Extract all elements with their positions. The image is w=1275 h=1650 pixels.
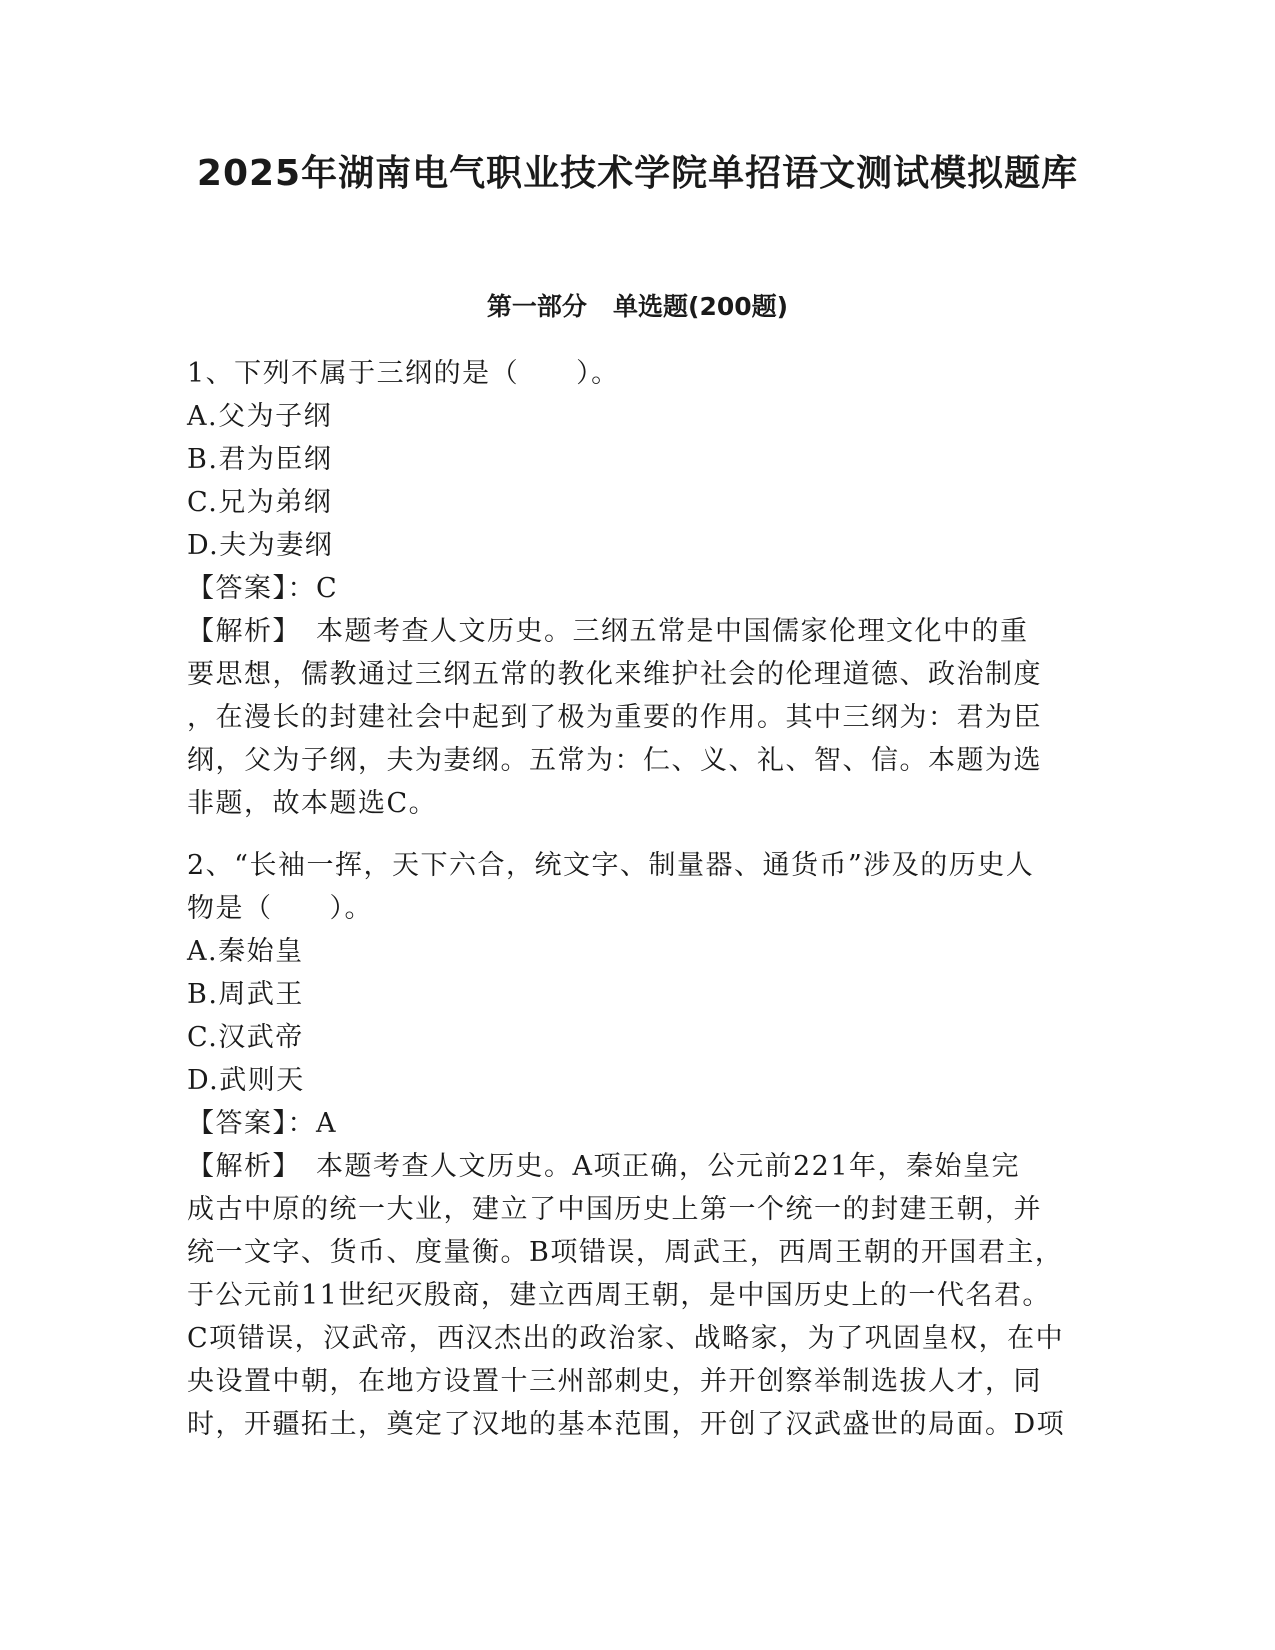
answer-line bbox=[187, 567, 1087, 610]
analysis-label: 【解析】 bbox=[187, 616, 288, 647]
analysis-line: ，在漫长的封建社会中起到了极为重要的作用。其中三纲为：君为臣 bbox=[187, 702, 1042, 733]
answer-label: 【答案】： bbox=[187, 573, 316, 604]
option-b: B.周武王 bbox=[187, 979, 304, 1010]
option-d: D.夫为妻纲 bbox=[187, 530, 334, 561]
analysis-line: 央设置中朝，在地方设置十三州部刺史，并开创察举制选拔人才，同 bbox=[187, 1366, 1042, 1397]
question-stem: 2、“长袖一挥，天下六合，统文字、制量器、通货币”涉及的历史人 bbox=[187, 850, 1035, 881]
analysis bbox=[187, 610, 1087, 825]
answer-line bbox=[187, 1102, 1087, 1145]
answer-value: C bbox=[316, 573, 339, 604]
question-stem: 物是（ ）。 bbox=[187, 893, 373, 924]
analysis-text: 本题考查人文历史。A项正确，公元前221年，秦始皇完 bbox=[287, 1151, 1021, 1182]
analysis-text: 本题考查人文历史。三纲五常是中国儒家伦理文化中的重 bbox=[287, 616, 1029, 647]
analysis-line: 统一文字、货币、度量衡。B项错误，周武王，西周王朝的开国君主， bbox=[187, 1237, 1064, 1268]
analysis-line: C项错误，汉武帝，西汉杰出的政治家、战略家，为了巩固皇权，在中 bbox=[187, 1323, 1065, 1354]
analysis-line: 成古中原的统一大业，建立了中国历史上第一个统一的封建王朝，并 bbox=[187, 1194, 1042, 1225]
analysis-line: 于公元前11世纪灭殷商，建立西周王朝，是中国历史上的一代名君。 bbox=[187, 1280, 1051, 1311]
option-c: C.汉武帝 bbox=[187, 1022, 304, 1053]
question-stem: 1、下列不属于三纲的是（ ）。 bbox=[187, 358, 620, 389]
analysis-line: 非题，故本题选C。 bbox=[187, 788, 438, 819]
option-c: C.兄为弟纲 bbox=[187, 487, 333, 518]
answer-value: A bbox=[316, 1108, 337, 1139]
analysis bbox=[187, 1145, 1087, 1446]
option-d: D.武则天 bbox=[187, 1065, 305, 1096]
option-b: B.君为臣纲 bbox=[187, 444, 333, 475]
question-2 bbox=[187, 844, 1087, 1446]
analysis-line: 纲，父为子纲，夫为妻纲。五常为：仁、义、礼、智、信。本题为选 bbox=[187, 745, 1042, 776]
analysis-line: 要思想，儒教通过三纲五常的教化来维护社会的伦理道德、政治制度 bbox=[187, 659, 1042, 690]
analysis-label: 【解析】 bbox=[187, 1151, 288, 1182]
analysis-line bbox=[187, 610, 1087, 653]
analysis-line bbox=[187, 1145, 1087, 1188]
section-heading: 第一部分 单选题(200题) bbox=[486, 292, 789, 321]
question-list bbox=[187, 352, 1087, 1465]
option-a: A.父为子纲 bbox=[187, 401, 333, 432]
answer-label: 【答案】： bbox=[187, 1108, 316, 1139]
question-1 bbox=[187, 352, 1087, 825]
analysis-line: 时，开疆拓土，奠定了汉地的基本范围，开创了汉武盛世的局面。D项 bbox=[187, 1409, 1066, 1440]
document-title: 2025年湖南电气职业技术学院单招语文测试模拟题库 bbox=[196, 153, 1079, 194]
option-a: A.秦始皇 bbox=[187, 936, 304, 967]
